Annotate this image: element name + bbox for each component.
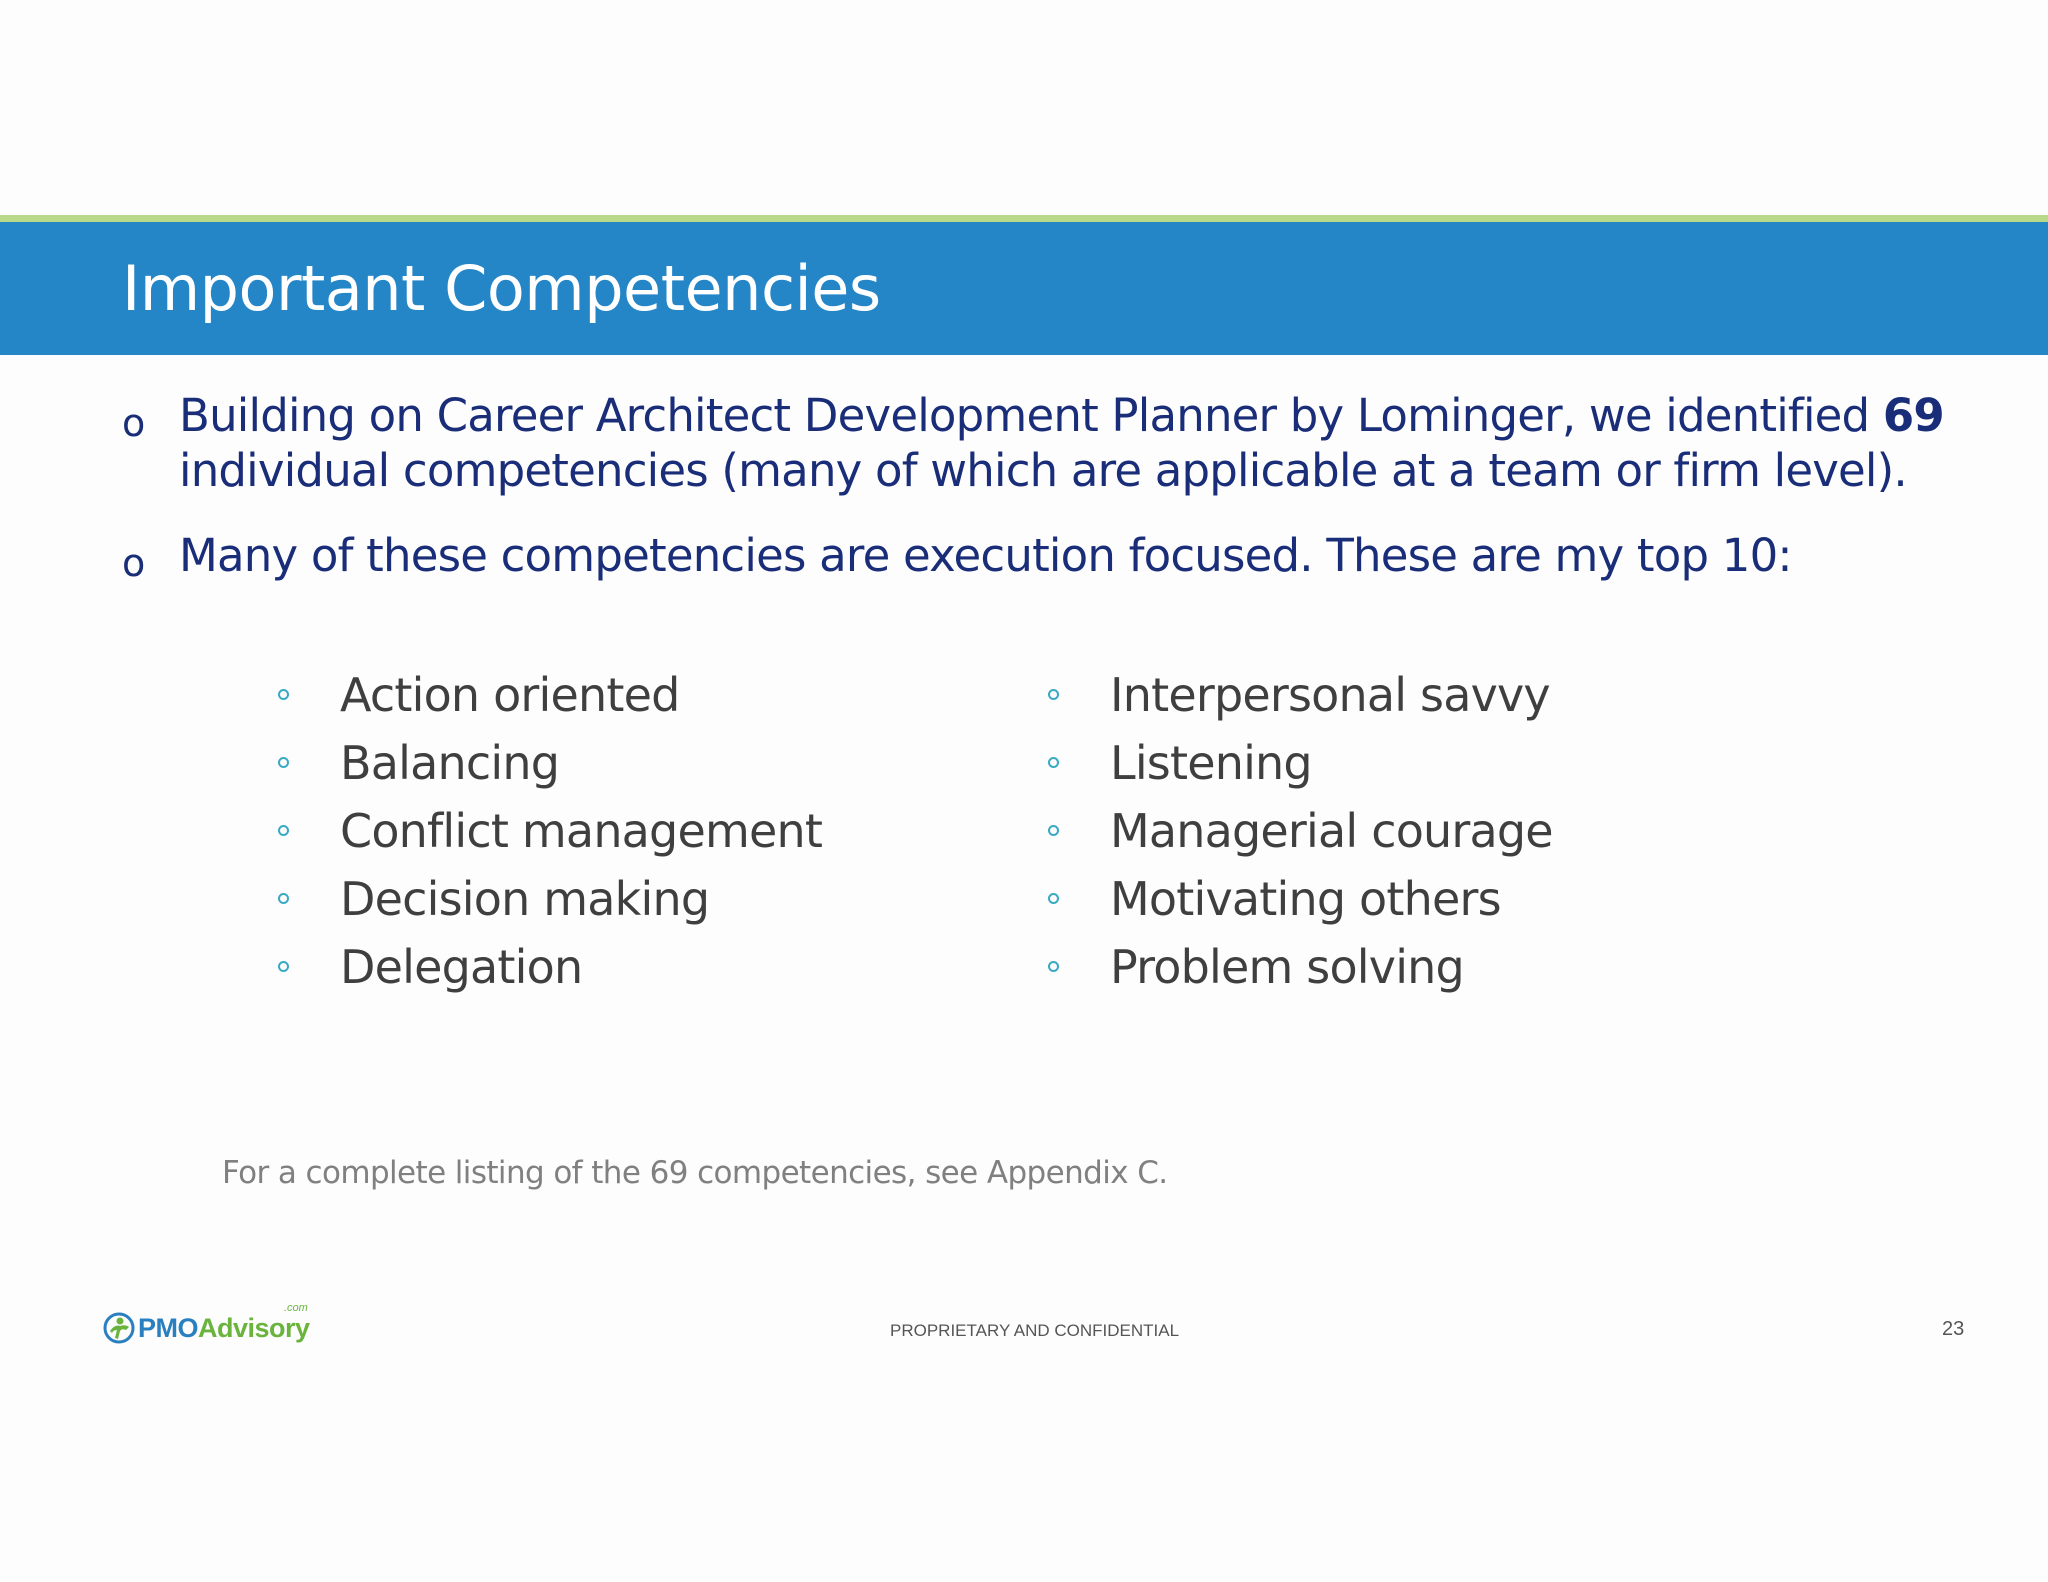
logo-suffix: .com bbox=[284, 1302, 308, 1314]
page-number: 23 bbox=[1942, 1318, 1965, 1340]
bullet-marker: o bbox=[122, 541, 145, 585]
circle-bullet-icon bbox=[1048, 893, 1059, 904]
circle-bullet-icon bbox=[1048, 757, 1059, 768]
circle-bullet-icon bbox=[278, 893, 289, 904]
person-globe-icon bbox=[102, 1311, 136, 1345]
bullet-count: 69 bbox=[1882, 389, 1944, 442]
footnote: For a complete listing of the 69 competencies, see Appendix C. bbox=[222, 1155, 1168, 1191]
circle-bullet-icon bbox=[1048, 689, 1059, 700]
circle-bullet-icon bbox=[1048, 961, 1059, 972]
circle-bullet-icon bbox=[278, 689, 289, 700]
accent-line bbox=[0, 215, 2048, 222]
bullet-text: Many of these competencies are execution focused. These are my top 10: bbox=[179, 529, 1792, 582]
company-logo bbox=[102, 1302, 310, 1348]
bullet-text: Building on Career Architect Development Planner by Lominger, we identified 69 individual competencies (many of which are applicable at a team or firm level). bbox=[179, 389, 1944, 497]
circle-bullet-icon bbox=[278, 961, 289, 972]
circle-bullet-icon bbox=[278, 825, 289, 836]
circle-bullet-icon bbox=[1048, 825, 1059, 836]
slide-title: Important Competencies bbox=[122, 252, 881, 325]
confidential-label: PROPRIETARY AND CONFIDENTIAL bbox=[890, 1321, 1180, 1340]
bullet-marker: o bbox=[122, 401, 145, 445]
circle-bullet-icon bbox=[278, 757, 289, 768]
logo-text: PMOAdvisory bbox=[138, 1312, 310, 1343]
